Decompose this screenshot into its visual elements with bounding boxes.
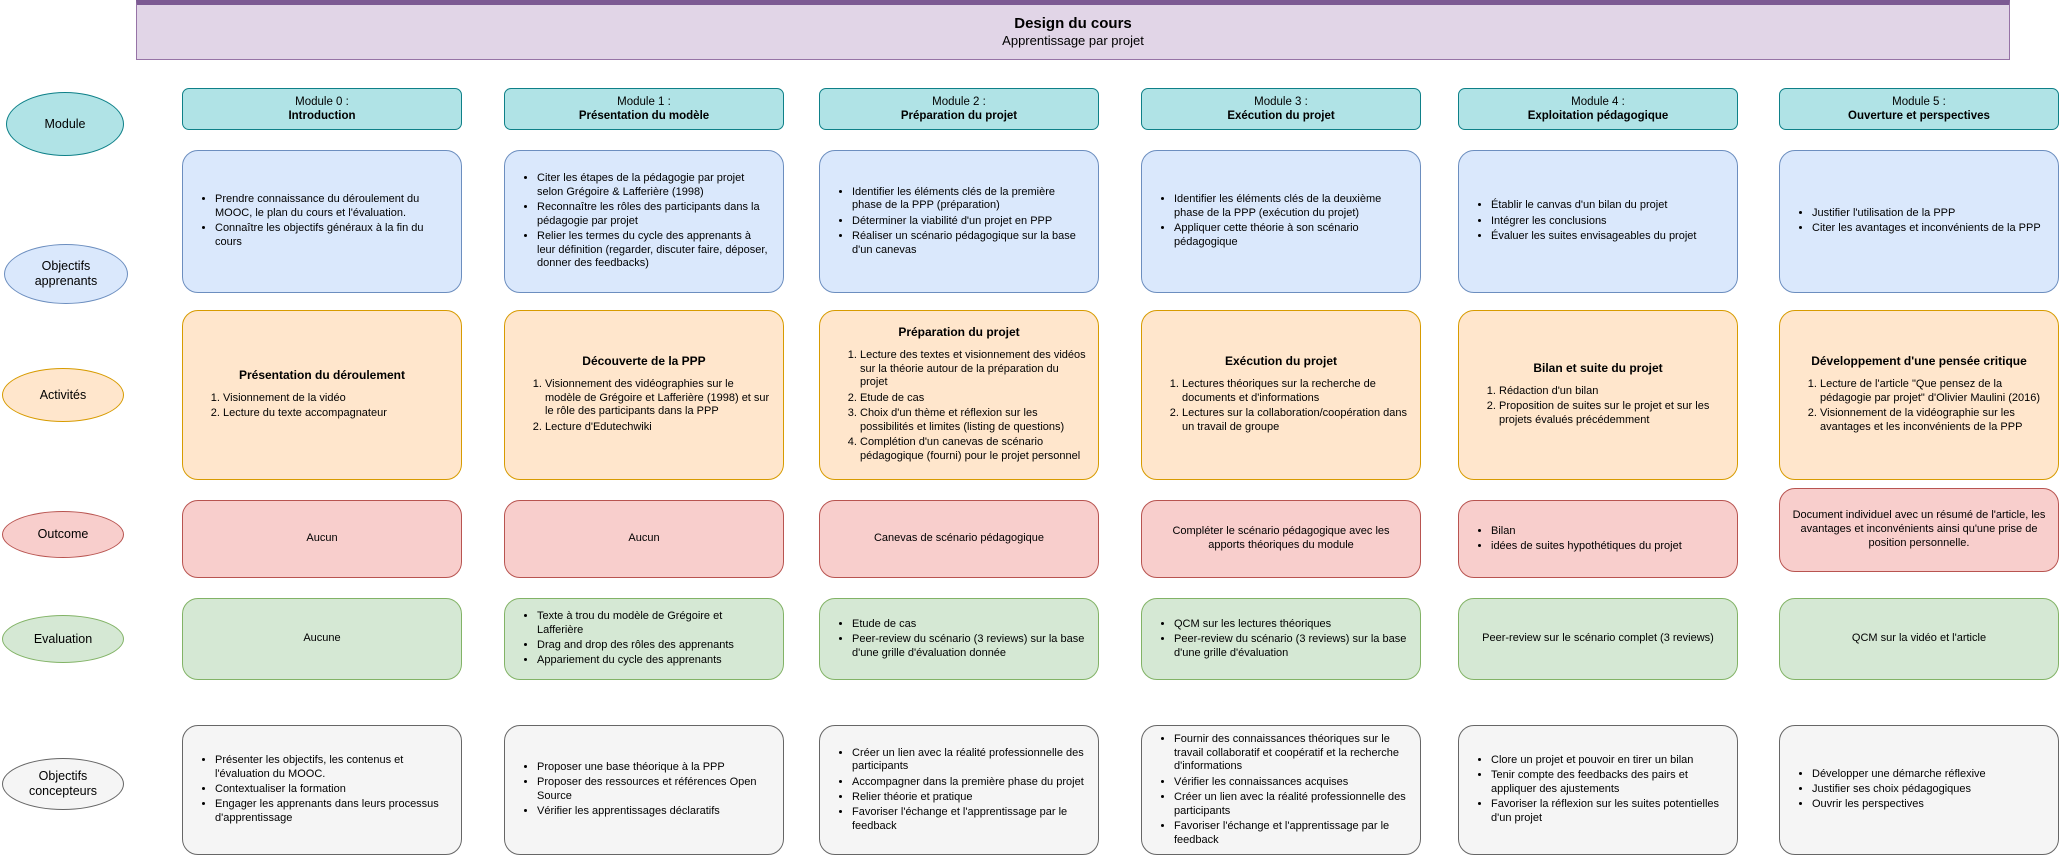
- activities-box-5: [1779, 310, 2059, 480]
- diagram-title: Design du cours: [1014, 14, 1132, 32]
- evaluation-item: • Appariement du cycle des apprenants: [537, 654, 771, 668]
- module-header-line2: Présentation du modèle: [578, 110, 710, 122]
- activity-item: 3. Choix d'un thème et réflexion sur les possibilités et limites (listing de questions): [860, 407, 1086, 435]
- designer-objective-item: • Clore un projet et pouvoir en tirer un bilan: [1491, 754, 1725, 768]
- designer-objective-item: • Contextualiser la formation: [215, 783, 449, 797]
- activity-item: 2. Lecture d'Edutechwiki: [545, 421, 771, 435]
- evaluation-box-0: [182, 598, 462, 680]
- designer-objective-item: • Favoriser la réflexion sur les suites potentielles d'un projet: [1491, 798, 1725, 826]
- evaluation-box-3: [1141, 598, 1421, 680]
- evaluation-text: QCM sur la vidéo et l'article: [1851, 632, 1987, 645]
- evaluation-box-2: [819, 598, 1099, 680]
- bullet-list: [1792, 766, 2046, 813]
- outcome-box-0: [182, 500, 462, 578]
- designer-objective-item: • Relier théorie et pratique: [852, 791, 1086, 805]
- evaluation-text: Aucune: [303, 632, 341, 645]
- bullet-list: [1154, 616, 1408, 662]
- bullet-list: [1154, 192, 1408, 252]
- designer-objective-item: • Favoriser l'échange et l'apprentissage par le feedback: [852, 806, 1086, 834]
- activity-item: 2. Proposition de suites sur le projet et sur les projets évalués précédemment: [1499, 400, 1725, 428]
- evaluation-text: Peer-review sur le scénario complet (3 reviews): [1482, 632, 1714, 645]
- activities-box-3: [1141, 310, 1421, 480]
- designer-objective-item: • Fournir des connaissances théoriques sur le travail collaboratif et coopératif et la recherche d'informations: [1174, 733, 1408, 774]
- learner-objective-item: • Réaliser un scénario pédagogique sur la base d'un canevas: [852, 230, 1086, 258]
- evaluation-item: • Drag and drop des rôles des apprenants: [537, 639, 771, 653]
- designer-objective-item: • Proposer des ressources et références Open Source: [537, 776, 771, 804]
- activity-item: 1. Lecture de l'article "Que pensez de la pédagogie par projet" d'Olivier Maulini (2016): [1820, 378, 2046, 406]
- row-label-learner-objectives: Objectifs apprenants: [4, 244, 128, 304]
- activities-box-2: [819, 310, 1099, 480]
- outcome-box-1: [504, 500, 784, 578]
- module-header-line2: Préparation du projet: [900, 110, 1018, 122]
- outcome-text: Compléter le scénario pédagogique avec les apports théoriques du module: [1172, 525, 1390, 551]
- designer-objective-item: • Ouvrir les perspectives: [1812, 798, 2046, 812]
- activities-title: Bilan et suite du projet: [1533, 361, 1663, 376]
- learner-objectives-box-2: [819, 150, 1099, 293]
- row-label-activities: Activités: [2, 368, 124, 422]
- learner-objective-item: • Relier les termes du cycle des apprenants à leur définition (regarder, discuter faire, déposer, donner des feedbacks): [537, 230, 771, 271]
- outcome-box-5: [1779, 488, 2059, 572]
- evaluation-item: • Etude de cas: [852, 618, 1086, 632]
- module-header-line1: Module 5 :: [1892, 95, 1946, 108]
- activities-title: Développement d'une pensée critique: [1811, 354, 2027, 369]
- learner-objective-item: • Prendre connaissance du déroulement du MOOC, le plan du cours et l'évaluation.: [215, 193, 449, 221]
- learner-objective-item: • Citer les étapes de la pédagogie par projet selon Grégoire & Lafferière (1998): [537, 172, 771, 200]
- row-label-evaluation: Evaluation: [2, 615, 124, 663]
- row-label-outcome: Outcome: [2, 511, 124, 558]
- designer-objective-item: • Tenir compte des feedbacks des pairs et appliquer des ajustements: [1491, 769, 1725, 797]
- designer-objectives-box-1: [504, 725, 784, 855]
- activity-item: 4. Complétion d'un canevas de scénario pédagogique (fourni) pour le projet personnel: [860, 436, 1086, 464]
- activity-item: 1. Lecture des textes et visionnement des vidéos sur la théorie autour de la préparation du projet: [860, 349, 1086, 390]
- evaluation-box-5: [1779, 598, 2059, 680]
- module-header-line2: Ouverture et perspectives: [1848, 110, 1990, 122]
- outcome-text: Document individuel avec un résumé de l'article, les avantages et inconvénients ainsi qu'une prise de position personnelle.: [1792, 509, 2046, 549]
- numbered-list: [1471, 383, 1725, 429]
- designer-objectives-box-2: [819, 725, 1099, 855]
- module-header-3: [1141, 88, 1421, 130]
- bullet-list: [832, 184, 1086, 259]
- bullet-list: [517, 760, 771, 821]
- learner-objective-item: • Identifier les éléments clés de la première phase de la PPP (préparation): [852, 186, 1086, 214]
- bullet-list: [832, 745, 1086, 835]
- bullet-list: [195, 753, 449, 828]
- activity-item: 2. Lectures sur la collaboration/coopération dans un travail de groupe: [1182, 407, 1408, 435]
- designer-objectives-box-4: [1458, 725, 1738, 855]
- designer-objective-item: • Vérifier les connaissances acquises: [1174, 776, 1408, 790]
- activities-title: Préparation du projet: [898, 325, 1020, 340]
- evaluation-item: • QCM sur les lectures théoriques: [1174, 618, 1408, 632]
- outcome-box-2: [819, 500, 1099, 578]
- outcome-item: • idées de suites hypothétiques du projet: [1491, 540, 1725, 554]
- outcome-item: • Bilan: [1491, 525, 1725, 539]
- module-header-1: [504, 88, 784, 130]
- module-header-line2: Exécution du projet: [1227, 110, 1335, 122]
- learner-objectives-box-4: [1458, 150, 1738, 293]
- learner-objectives-box-5: [1779, 150, 2059, 293]
- bullet-list: [1471, 198, 1725, 245]
- numbered-list: [1154, 376, 1408, 436]
- evaluation-item: • Peer-review du scénario (3 reviews) sur la base d'une grille d'évaluation: [1174, 633, 1408, 661]
- activities-box-1: [504, 310, 784, 480]
- designer-objectives-box-5: [1779, 725, 2059, 855]
- learner-objective-item: • Déterminer la viabilité d'un projet en PPP: [852, 215, 1086, 229]
- bullet-list: [517, 170, 771, 272]
- numbered-list: [195, 390, 449, 422]
- activity-item: 1. Rédaction d'un bilan: [1499, 385, 1725, 399]
- learner-objective-item: • Appliquer cette théorie à son scénario pédagogique: [1174, 222, 1408, 250]
- evaluation-box-1: [504, 598, 784, 680]
- module-header-4: [1458, 88, 1738, 130]
- module-header-line1: Module 3 :: [1254, 95, 1308, 108]
- activities-box-0: [182, 310, 462, 480]
- module-header-line1: Module 2 :: [932, 95, 986, 108]
- bullet-list: [1154, 731, 1408, 849]
- numbered-list: [1792, 376, 2046, 436]
- diagram-title-banner: [136, 0, 2010, 60]
- designer-objective-item: • Créer un lien avec la réalité professionnelle des participants: [852, 747, 1086, 775]
- evaluation-item: • Peer-review du scénario (3 reviews) sur la base d'une grille d'évaluation donnée: [852, 633, 1086, 661]
- module-header-line1: Module 1 :: [617, 95, 671, 108]
- learner-objectives-box-3: [1141, 150, 1421, 293]
- designer-objective-item: • Présenter les objectifs, les contenus et l'évaluation du MOOC.: [215, 754, 449, 782]
- bullet-list: [832, 616, 1086, 662]
- outcome-box-4: [1458, 500, 1738, 578]
- learner-objective-item: • Identifier les éléments clés de la deuxième phase de la PPP (exécution du projet): [1174, 193, 1408, 221]
- activity-item: 1. Lectures théoriques sur la recherche de documents et d'informations: [1182, 378, 1408, 406]
- designer-objective-item: • Créer un lien avec la réalité professionnelle des participants: [1174, 791, 1408, 819]
- designer-objective-item: • Engager les apprenants dans leurs processus d'apprentissage: [215, 798, 449, 826]
- bullet-list: [1792, 206, 2046, 238]
- learner-objective-item: • Établir le canvas d'un bilan du projet: [1491, 199, 1725, 213]
- evaluation-item: • Texte à trou du modèle de Grégoire et Lafferière: [537, 610, 771, 638]
- learner-objectives-box-1: [504, 150, 784, 293]
- learner-objective-item: • Intégrer les conclusions: [1491, 215, 1725, 229]
- bullet-list: [517, 609, 771, 670]
- learner-objectives-box-0: [182, 150, 462, 293]
- designer-objective-item: • Justifier ses choix pédagogiques: [1812, 783, 2046, 797]
- module-header-line1: Module 0 :: [295, 95, 349, 108]
- bullet-list: [195, 192, 449, 252]
- designer-objective-item: • Favoriser l'échange et l'apprentissage par le feedback: [1174, 820, 1408, 848]
- designer-objectives-box-3: [1141, 725, 1421, 855]
- activity-item: 1. Visionnement des vidéographies sur le modèle de Grégoire et Lafferière (1998) et sur le rôle des participants dans la PPP: [545, 378, 771, 419]
- designer-objective-item: • Développer une démarche réflexive: [1812, 768, 2046, 782]
- bullet-list: [1471, 753, 1725, 828]
- module-header-0: [182, 88, 462, 130]
- outcome-text: Aucun: [306, 532, 338, 545]
- designer-objectives-box-0: [182, 725, 462, 855]
- activity-item: 2. Lecture du texte accompagnateur: [223, 407, 449, 421]
- activity-item: 1. Visionnement de la vidéo: [223, 392, 449, 406]
- activities-box-4: [1458, 310, 1738, 480]
- activity-item: 2. Etude de cas: [860, 392, 1086, 406]
- activities-title: Découverte de la PPP: [582, 354, 706, 369]
- learner-objective-item: • Évaluer les suites envisageables du projet: [1491, 230, 1725, 244]
- numbered-list: [517, 376, 771, 436]
- learner-objective-item: • Justifier l'utilisation de la PPP: [1812, 207, 2046, 221]
- activities-title: Exécution du projet: [1224, 354, 1337, 369]
- outcome-box-3: [1141, 500, 1421, 578]
- learner-objective-item: • Connaître les objectifs généraux à la fin du cours: [215, 222, 449, 250]
- learner-objective-item: • Citer les avantages et inconvénients de la PPP: [1812, 222, 2046, 236]
- activities-title: Présentation du déroulement: [238, 368, 406, 382]
- outcome-text: Aucun: [628, 532, 660, 545]
- outcome-text: Canevas de scénario pédagogique: [873, 532, 1045, 545]
- module-header-2: [819, 88, 1099, 130]
- numbered-list: [832, 347, 1086, 465]
- activity-item: 2. Visionnement de la vidéographie sur les avantages et les inconvénients de la PPP: [1820, 407, 2046, 435]
- row-label-designer-objectives: Objectifs concepteurs: [2, 758, 124, 810]
- diagram-subtitle: Apprentissage par projet: [1002, 33, 1144, 49]
- designer-objective-item: • Proposer une base théorique à la PPP: [537, 761, 771, 775]
- designer-objective-item: • Vérifier les apprentissages déclaratifs: [537, 805, 771, 819]
- bullet-list: [1471, 523, 1725, 555]
- row-label-module: Module: [6, 92, 124, 156]
- module-header-line2: Exploitation pédagogique: [1527, 110, 1669, 122]
- learner-objective-item: • Reconnaître les rôles des participants dans la pédagogie par projet: [537, 201, 771, 229]
- designer-objective-item: • Accompagner dans la première phase du projet: [852, 776, 1086, 790]
- module-header-line2: Introduction: [288, 110, 356, 122]
- module-header-5: [1779, 88, 2059, 130]
- module-header-line1: Module 4 :: [1571, 95, 1625, 108]
- evaluation-box-4: [1458, 598, 1738, 680]
